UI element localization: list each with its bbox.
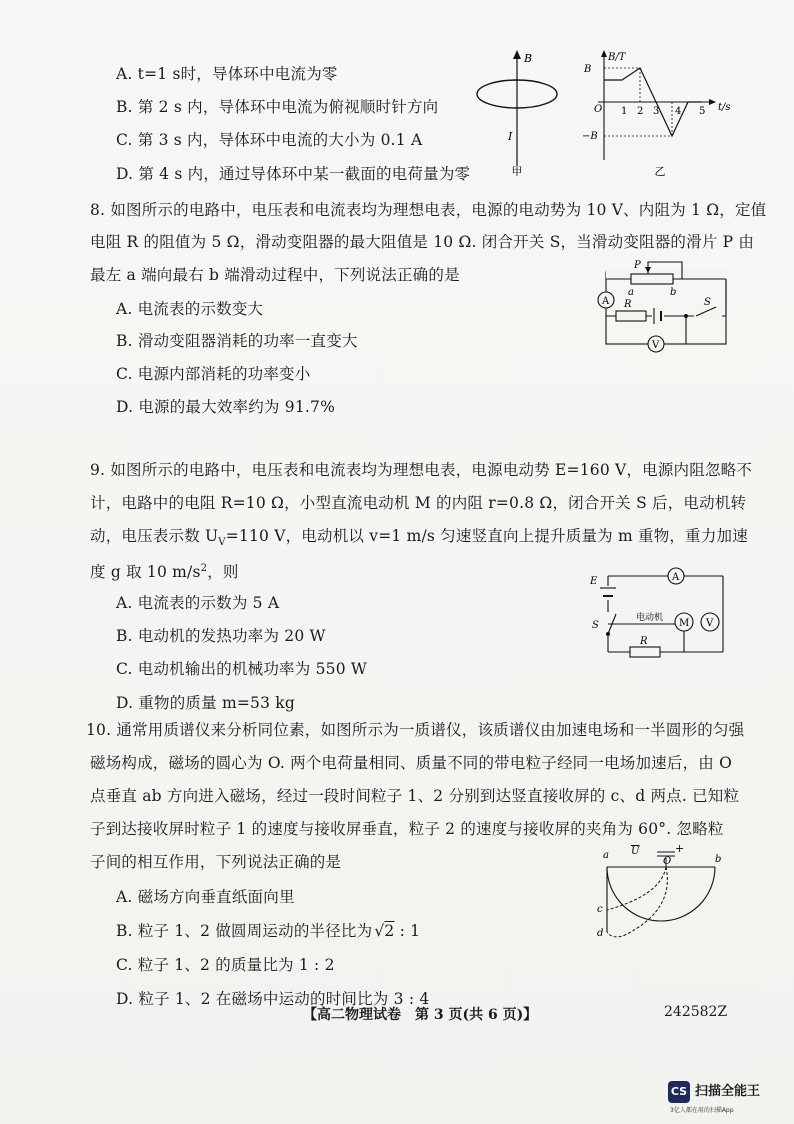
q9-fig-e-label: E [590, 576, 598, 587]
q9-option-a: A. 电流表的示数为 5 A [116, 594, 280, 612]
q9-fig-m-label: M [679, 618, 690, 629]
q7-option-b: B. 第 2 s 内，导体环中电流为俯视顺时针方向 [116, 98, 439, 116]
q10-fig-o-label: O [663, 856, 672, 867]
q8-stem-line3: 最左 a 端向最右 b 端滑动过程中，下列说法正确的是 [90, 266, 460, 284]
q10-option-b-text: B. 粒子 1、2 做圆周运动的半径比为 [116, 922, 373, 940]
q10-stem-line5: 子间的相互作用，下列说法正确的是 [90, 853, 342, 871]
q9-stem-line3-rest: =110 V，电动机以 v=1 m/s 匀速竖直向上提升质量为 m 重物，重力加速 [225, 527, 748, 545]
q7-fig-tick-1: 1 [621, 106, 628, 117]
q7-fig-tick-3: 3 [653, 106, 660, 117]
q7-option-d: D. 第 4 s 内，通过导体环中某一截面的电荷量为零 [116, 165, 471, 183]
q7-fig-bt-label: B/T [608, 52, 626, 63]
q9-stem-line3-text: 动，电压表示数 U [90, 527, 219, 545]
q7-fig-yi-caption: 乙 [654, 165, 666, 178]
q10-option-d: D. 粒子 1、2 在磁场中运动的时间比为 3 : 4 [116, 990, 430, 1008]
page-footer-title: 【高二物理试卷 第 3 页(共 6 页)】 [303, 1007, 538, 1023]
q7-figure-graph [582, 48, 782, 178]
q8-circuit-figure [586, 254, 736, 358]
q10-stem-line4: 子到达接收屏时粒子 1 的速度与接收屏垂直，粒子 2 的速度与接收屏的夹角为 60°. 忽略粒 [90, 820, 724, 838]
scanner-logo-name: 扫描全能王 [695, 1084, 761, 1099]
q10-fig-a-label: a [603, 850, 609, 861]
q10-option-b-root: 2 [384, 922, 395, 940]
scanner-logo-sub: 3亿人都在用的扫描App [670, 1107, 734, 1114]
q9-fig-r-label: R [640, 636, 648, 647]
scanner-logo-icon: CS [668, 1081, 690, 1103]
q10-stem-line3: 点垂直 ab 方向进入磁场，经过一段时间粒子 1、2 分别到达竖直接收屏的 c、d 两点. 已知粒 [90, 787, 740, 805]
q9-stem-line4 [90, 559, 239, 582]
q9-option-c: C. 电动机输出的机械功率为 550 W [116, 660, 368, 678]
q9-fig-motor-label: 电动机 [636, 613, 664, 623]
q9-fig-ammeter-label: A [672, 572, 680, 583]
q9-fig-voltmeter-label: V [706, 618, 714, 629]
q7-fig-negb0-label: −B [582, 131, 598, 142]
q8-option-c: C. 电源内部消耗的功率变小 [116, 365, 311, 383]
q7-fig-i-label: I [508, 130, 513, 143]
q7-figure-ring [470, 48, 570, 178]
q9-stem-line2: 计，电路中的电阻 R=10 Ω，小型直流电动机 M 的内阻 r=0.8 Ω，闭合开关 S 后，电动机转 [90, 494, 747, 512]
q8-option-a: A. 电流表的示数变大 [116, 300, 264, 318]
q9-stem-line4-rest: ，则 [207, 563, 239, 582]
q10-spectrometer-figure [595, 840, 725, 970]
q8-option-d: D. 电源的最大效率约为 91.7% [116, 398, 335, 416]
q9-option-d: D. 重物的质量 m=53 kg [116, 694, 296, 712]
q10-fig-b-label: b [715, 854, 722, 865]
q10-fig-u-label: U [631, 846, 640, 857]
q7-fig-tick-5: 5 [699, 106, 706, 117]
q10-fig-d-label: d [597, 928, 604, 939]
q10-stem-line1: 10. 通常用质谱仪来分析同位素，如图所示为一质谱仪，该质谱仪由加速电场和一半圆形的匀强 [86, 721, 745, 739]
q7-option-a: A. t=1 s时，导体环中电流为零 [116, 65, 338, 83]
q8-fig-s-label: S [704, 297, 711, 308]
q8-stem-line1: 8. 如图所示的电路中，电压表和电流表均为理想电表，电源的电动势为 10 V、内阻为 1 Ω，定值 [90, 201, 767, 219]
q9-fig-s-label: S [592, 620, 599, 631]
q7-fig-b-label: B [524, 52, 533, 65]
q9-stem-line3-sub: V [218, 537, 226, 549]
q8-fig-voltmeter-label: V [652, 340, 660, 351]
q10-fig-c-label: c [597, 904, 603, 915]
q10-option-b-sqrt: √2 [374, 922, 395, 940]
q9-stem-line3 [90, 526, 748, 553]
scanner-watermark [668, 1078, 778, 1114]
q10-fig-plus-label: + [675, 842, 685, 855]
q7-fig-tick-4: 4 [675, 106, 682, 117]
q7-fig-jia-caption: 甲 [511, 165, 523, 178]
q10-option-a: A. 磁场方向垂直纸面向里 [116, 888, 295, 906]
q7-fig-tick-2: 2 [637, 106, 644, 117]
q7-fig-ts-label: t/s [718, 102, 731, 113]
q8-fig-a-label: a [628, 287, 634, 298]
q7-fig-b0-label: B [584, 64, 592, 75]
q8-fig-p-label: P [634, 260, 641, 271]
q7-fig-origin-label: O [594, 104, 603, 115]
q9-stem-line1: 9. 如图所示的电路中，电压表和电流表均为理想电表，电源电动势 E=160 V，电源内阻忽略不 [90, 461, 753, 479]
q10-option-b-ratio: : 1 [394, 922, 421, 940]
q10-option-b [116, 921, 420, 941]
q7-option-c: C. 第 3 s 内，导体环中电流的大小为 0.1 A [116, 131, 423, 149]
q8-fig-ammeter-label: A [602, 296, 610, 307]
q9-stem-line4-text: 度 g 取 10 m/s [90, 563, 201, 582]
q8-fig-b-label: b [670, 287, 677, 298]
q9-stem-line4-sup: 2 [200, 563, 208, 574]
q8-option-b: B. 滑动变阻器消耗的功率一直变大 [116, 332, 358, 350]
q10-option-c: C. 粒子 1、2 的质量比为 1 : 2 [116, 956, 335, 974]
q8-fig-r-label: R [624, 299, 632, 310]
page-footer-code: 242582Z [664, 1004, 728, 1020]
q9-circuit-figure [588, 560, 738, 670]
q9-option-b: B. 电动机的发热功率为 20 W [116, 627, 326, 645]
q8-stem-line2: 电阻 R 的阻值为 5 Ω，滑动变阻器的最大阻值是 10 Ω. 闭合开关 S，当滑动变阻器的滑片 P 由 [90, 233, 755, 251]
q10-stem-line2: 磁场构成，磁场的圆心为 O. 两个电荷量相同、质量不同的带电粒子经同一电场加速后，由 O [90, 754, 733, 772]
